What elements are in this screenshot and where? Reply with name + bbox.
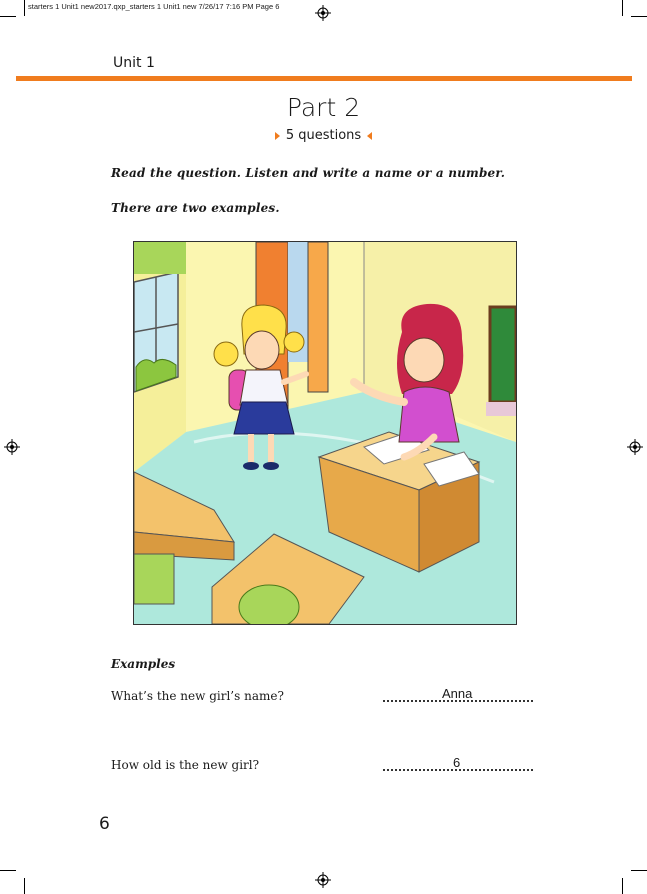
registration-mark-icon bbox=[4, 439, 20, 455]
example-answer-1: Anna bbox=[442, 686, 473, 701]
registration-mark-icon bbox=[627, 439, 643, 455]
instruction-line-2: There are two examples. bbox=[111, 201, 280, 215]
example-question-2: How old is the new girl? bbox=[111, 758, 260, 772]
crop-mark bbox=[622, 878, 623, 894]
crop-mark bbox=[631, 870, 647, 871]
unit-label: Unit 1 bbox=[113, 55, 155, 71]
question-count bbox=[0, 128, 647, 143]
triangle-left-icon bbox=[367, 132, 372, 140]
crop-mark bbox=[0, 16, 16, 17]
example-answer-2: 6 bbox=[453, 755, 461, 770]
crop-mark bbox=[0, 870, 16, 871]
examples-heading: Examples bbox=[111, 657, 176, 671]
header-rule bbox=[16, 76, 632, 81]
part-title: Part 2 bbox=[286, 93, 361, 122]
classroom-illustration bbox=[133, 241, 517, 625]
registration-mark-icon bbox=[315, 5, 331, 21]
question-count-text: 5 questions bbox=[285, 128, 362, 143]
crop-mark bbox=[622, 0, 623, 16]
instruction-line-1: Read the question. Listen and write a name or a number. bbox=[111, 166, 506, 180]
crop-mark bbox=[631, 16, 647, 17]
triangle-right-icon bbox=[275, 132, 280, 140]
page-number: 6 bbox=[99, 814, 110, 834]
classroom-scene-image bbox=[134, 242, 516, 624]
registration-mark-icon bbox=[315, 872, 331, 888]
print-slug: starters 1 Unit1 new2017.qxp_starters 1 Unit1 new 7/26/17 7:16 PM Page 6 bbox=[28, 2, 280, 11]
crop-mark bbox=[24, 878, 25, 894]
crop-mark bbox=[24, 0, 25, 16]
example-question-1: What’s the new girl’s name? bbox=[111, 689, 284, 703]
